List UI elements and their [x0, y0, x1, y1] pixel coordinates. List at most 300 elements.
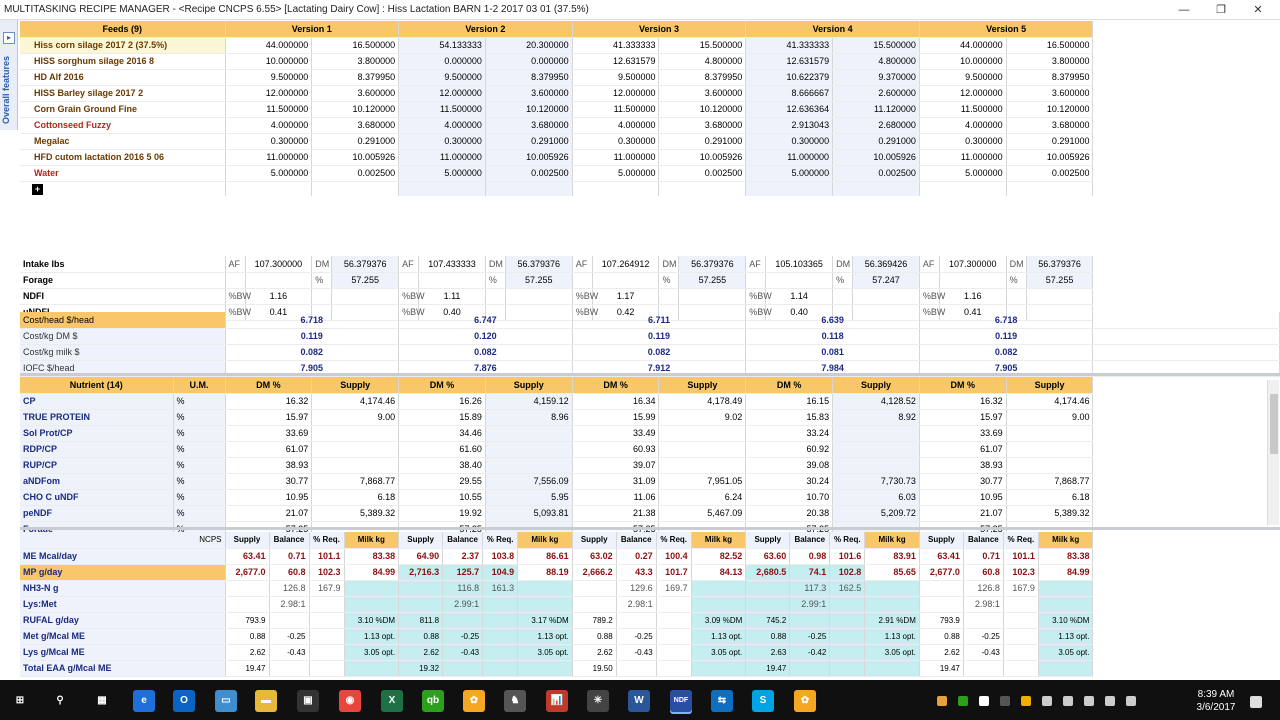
feed-value[interactable]: 0.002500 [312, 165, 399, 181]
chrome-icon[interactable]: ◉ [339, 690, 361, 712]
feed-value[interactable]: 12.000000 [225, 85, 312, 101]
ncps-row[interactable] [20, 580, 1093, 596]
feed-value[interactable]: 10.005926 [485, 149, 572, 165]
cost-label: Cost/head $/head [20, 312, 225, 328]
ncps-value: 793.9 [225, 612, 269, 628]
feed-value[interactable]: 5.000000 [399, 165, 486, 181]
tray-wifi-icon[interactable] [1084, 696, 1094, 706]
feed-value[interactable]: 3.680000 [1006, 117, 1093, 133]
feed-value[interactable]: 16.500000 [1006, 37, 1093, 53]
nutrient-name[interactable]: aNDFom [20, 473, 173, 489]
nutrient-name[interactable]: Sol Prot/CP [20, 425, 173, 441]
unit-tag: %BW [572, 288, 592, 304]
intake-value[interactable]: 0.41 [245, 304, 312, 320]
intake-value[interactable]: 56.379376 [679, 256, 746, 272]
intake-value[interactable]: 1.14 [766, 288, 833, 304]
nutrient-row[interactable] [20, 425, 1093, 441]
calculator-icon[interactable]: ▦ [91, 690, 113, 712]
feed-value[interactable]: 4.000000 [399, 117, 486, 133]
ncps-value [1003, 660, 1038, 676]
app-flower2-icon[interactable]: ✿ [794, 690, 816, 712]
intake-value[interactable]: 0.40 [419, 304, 486, 320]
feed-value[interactable]: 0.002500 [485, 165, 572, 181]
feed-value[interactable]: 11.500000 [572, 101, 659, 117]
feed-value[interactable]: 41.333333 [572, 37, 659, 53]
ncps-value: 3.09 %DM [691, 612, 746, 628]
feed-value[interactable]: 4.000000 [225, 117, 312, 133]
tray-monitor-icon[interactable] [1063, 696, 1073, 706]
overall-features-tab[interactable] [0, 20, 18, 130]
tray-folder-icon[interactable] [1021, 696, 1031, 706]
feed-row[interactable] [20, 37, 1093, 53]
ncps-col-header: Milk kg [691, 532, 746, 548]
excel-icon[interactable]: X [381, 690, 403, 712]
windows-icon[interactable]: ⊞ [9, 690, 31, 712]
intake-value[interactable]: 56.369426 [853, 256, 920, 272]
ncps-name[interactable]: Lys g/Mcal ME [20, 644, 225, 660]
ncps-value: 2.62 [225, 644, 269, 660]
dm-header: DM % [746, 377, 833, 393]
nutrient-supply: 4,174.46 [1006, 393, 1093, 409]
ncps-value [691, 596, 746, 612]
feed-value[interactable]: 4.000000 [919, 117, 1006, 133]
ncps-value [865, 580, 920, 596]
supply-header: Supply [1006, 377, 1093, 393]
feed-row[interactable] [20, 101, 1093, 117]
cost-value: 6.747 [399, 312, 573, 328]
pin-icon[interactable]: ▸ [3, 32, 15, 44]
ncps-name[interactable]: ME Mcal/day [20, 548, 225, 564]
feed-value[interactable]: 0.300000 [746, 133, 833, 149]
feed-value[interactable]: 10.000000 [919, 53, 1006, 69]
nutrient-row[interactable] [20, 457, 1093, 473]
intake-value[interactable]: 107.300000 [245, 256, 312, 272]
feed-value[interactable]: 3.680000 [312, 117, 399, 133]
intake-value[interactable]: 1.17 [592, 288, 659, 304]
close-button[interactable]: ✕ [1253, 4, 1263, 16]
feed-value[interactable]: 11.000000 [746, 149, 833, 165]
skype-icon[interactable]: S [752, 690, 774, 712]
overall-features-label: Overall features [1, 56, 11, 125]
feed-value[interactable]: 2.680000 [833, 117, 920, 133]
feed-value[interactable]: 3.800000 [312, 53, 399, 69]
feed-value[interactable]: 15.500000 [833, 37, 920, 53]
ncps-col-header: Balance [616, 532, 656, 548]
feed-value[interactable]: 0.000000 [399, 53, 486, 69]
feed-value[interactable]: 10.120000 [312, 101, 399, 117]
nutrient-row[interactable] [20, 393, 1093, 409]
nutrient-supply [312, 457, 399, 473]
feed-value[interactable]: 8.379950 [659, 69, 746, 85]
search-icon[interactable]: ⚲ [49, 690, 71, 712]
nutrient-dm: 10.95 [919, 489, 1006, 505]
ncps-row[interactable] [20, 564, 1093, 580]
ncps-value: 2,677.0 [919, 564, 963, 580]
intake-label: Forage [20, 272, 225, 288]
feed-value[interactable]: 0.002500 [833, 165, 920, 181]
feed-value[interactable]: 9.500000 [919, 69, 1006, 85]
feed-value[interactable]: 0.000000 [485, 53, 572, 69]
feed-value[interactable]: 10.622379 [746, 69, 833, 85]
feed-value[interactable]: 11.500000 [225, 101, 312, 117]
nutrient-name[interactable]: CHO C uNDF [20, 489, 173, 505]
feeds-header: Feeds (9) [20, 21, 225, 37]
feed-value[interactable]: 4.800000 [659, 53, 746, 69]
ncps-name[interactable]: MP g/day [20, 564, 225, 580]
intake-value[interactable]: 56.379376 [1026, 256, 1093, 272]
tray-shield-icon[interactable] [958, 696, 968, 706]
explorer-window-icon[interactable]: ▭ [215, 690, 237, 712]
ncps-value [344, 580, 399, 596]
feed-name[interactable]: Corn Grain Ground Fine [20, 101, 225, 117]
feed-value[interactable]: 15.500000 [659, 37, 746, 53]
feed-value[interactable]: 10.000000 [225, 53, 312, 69]
feed-row[interactable] [20, 133, 1093, 149]
intake-value[interactable]: 57.255 [505, 272, 572, 288]
add-feed-icon[interactable]: + [32, 184, 43, 195]
ncps-value [225, 596, 269, 612]
ncps-value: 2.99:1 [790, 596, 830, 612]
edge-icon[interactable]: e [133, 690, 155, 712]
feed-value[interactable]: 12.000000 [399, 85, 486, 101]
intake-value[interactable] [939, 272, 1006, 288]
intake-value[interactable] [679, 288, 746, 304]
scroll-thumb[interactable] [1270, 394, 1278, 454]
nutrient-dm: 15.97 [225, 409, 312, 425]
intake-value[interactable]: 107.300000 [939, 256, 1006, 272]
ncps-value [309, 660, 344, 676]
ncps-name[interactable]: NH3-N g [20, 580, 225, 596]
nutrient-scrollbar[interactable] [1267, 380, 1279, 525]
feed-value[interactable]: 3.600000 [485, 85, 572, 101]
minimize-button[interactable]: — [1178, 4, 1190, 16]
ncps-value [443, 660, 483, 676]
ncps-row[interactable] [20, 548, 1093, 564]
feed-value[interactable]: 44.000000 [225, 37, 312, 53]
feed-value[interactable]: 11.120000 [833, 101, 920, 117]
intake-value[interactable]: 57.255 [332, 272, 399, 288]
nutrient-supply: 4,178.49 [659, 393, 746, 409]
feed-value[interactable]: 5.000000 [746, 165, 833, 181]
ncps-row[interactable] [20, 660, 1093, 676]
dm-header: DM % [919, 377, 1006, 393]
feed-value[interactable]: 4.800000 [833, 53, 920, 69]
cost-value: 0.119 [572, 328, 746, 344]
feed-value[interactable]: 12.636364 [746, 101, 833, 117]
feed-value[interactable]: 3.680000 [485, 117, 572, 133]
app-ndf-icon[interactable]: NDF [670, 690, 692, 712]
feed-value[interactable]: 5.000000 [919, 165, 1006, 181]
ncps-col-header: Milk kg [518, 532, 573, 548]
intake-value[interactable]: 107.433333 [419, 256, 486, 272]
feed-value[interactable]: 10.005926 [312, 149, 399, 165]
tray-hidden-icon[interactable] [979, 696, 989, 706]
notification-icon[interactable] [1250, 696, 1262, 708]
ncps-value: -0.25 [790, 628, 830, 644]
app-spider-icon[interactable]: ✳ [587, 690, 609, 712]
ncps-value: 1.13 opt. [518, 628, 573, 644]
nutrient-row[interactable] [20, 409, 1093, 425]
nutrient-dm: 15.89 [399, 409, 486, 425]
feed-value[interactable]: 8.379950 [312, 69, 399, 85]
app-flower-icon[interactable]: ✿ [463, 690, 485, 712]
intake-value[interactable] [419, 272, 486, 288]
feed-value[interactable]: 3.800000 [1006, 53, 1093, 69]
feed-value[interactable]: 0.291000 [312, 133, 399, 149]
ncps-value [572, 596, 616, 612]
unit-tag [312, 288, 332, 304]
tray-volume-icon[interactable] [1105, 696, 1115, 706]
version-header: Version 5 [919, 21, 1093, 37]
ncps-value: 3.10 %DM [344, 612, 399, 628]
cost-value: 7.905 [225, 360, 399, 376]
feed-value[interactable]: 9.370000 [833, 69, 920, 85]
feed-name[interactable]: Cottonseed Fuzzy [20, 117, 225, 133]
feed-value[interactable]: 0.291000 [485, 133, 572, 149]
empty-cell [1093, 312, 1280, 328]
nutrient-row[interactable] [20, 473, 1093, 489]
feed-value[interactable]: 5.000000 [225, 165, 312, 181]
ncps-name[interactable]: RUFAL g/day [20, 612, 225, 628]
feed-value[interactable]: 9.500000 [225, 69, 312, 85]
nutrient-dm: 19.92 [399, 505, 486, 521]
store-icon[interactable]: ▣ [297, 690, 319, 712]
ncps-name[interactable]: Lys:Met [20, 596, 225, 612]
feed-value[interactable]: 10.120000 [659, 101, 746, 117]
feed-value[interactable]: 44.000000 [919, 37, 1006, 53]
feed-value[interactable]: 2.600000 [833, 85, 920, 101]
intake-value[interactable] [332, 288, 399, 304]
feed-value[interactable]: 11.500000 [919, 101, 1006, 117]
ncps-header: NCPS [20, 532, 225, 548]
feed-value[interactable]: 10.120000 [485, 101, 572, 117]
clock[interactable] [1192, 688, 1240, 714]
unit-tag: DM [485, 256, 505, 272]
ncps-row[interactable] [20, 644, 1093, 660]
ncps-row[interactable] [20, 612, 1093, 628]
ncps-value: 19.47 [746, 660, 790, 676]
ncps-col-header: Milk kg [1038, 532, 1093, 548]
feed-name[interactable]: HFD cutom lactation 2016 5 06 [20, 149, 225, 165]
ncps-value [865, 660, 920, 676]
feed-value[interactable]: 0.300000 [225, 133, 312, 149]
ncps-name[interactable]: Total EAA g/Mcal ME [20, 660, 225, 676]
nutrient-supply [833, 457, 920, 473]
feed-row[interactable] [20, 149, 1093, 165]
feed-value[interactable]: 10.120000 [1006, 101, 1093, 117]
feed-row[interactable] [20, 69, 1093, 85]
feed-name[interactable]: HISS sorghum silage 2016 8 [20, 53, 225, 69]
nutrient-name[interactable]: RUP/CP [20, 457, 173, 473]
ncps-value: 100.4 [656, 548, 691, 564]
intake-value[interactable] [592, 272, 659, 288]
teamviewer-icon[interactable]: ⇆ [711, 690, 733, 712]
feed-value[interactable]: 0.002500 [659, 165, 746, 181]
ncps-value [1003, 612, 1038, 628]
nutrient-name[interactable]: TRUE PROTEIN [20, 409, 173, 425]
feed-row[interactable] [20, 53, 1093, 69]
intake-value[interactable]: 1.16 [245, 288, 312, 304]
nutrient-supply: 9.02 [659, 409, 746, 425]
feed-value[interactable]: 12.000000 [919, 85, 1006, 101]
intake-value[interactable]: 107.264912 [592, 256, 659, 272]
tray-security-icon[interactable] [1000, 696, 1010, 706]
intake-value[interactable]: 57.247 [853, 272, 920, 288]
nutrient-supply [833, 441, 920, 457]
ncps-name[interactable]: Met g/Mcal ME [20, 628, 225, 644]
intake-value[interactable]: 0.41 [939, 304, 1006, 320]
feed-value[interactable]: 4.000000 [572, 117, 659, 133]
nutrient-supply: 4,159.12 [485, 393, 572, 409]
nutrient-supply: 4,128.52 [833, 393, 920, 409]
feed-value[interactable]: 0.291000 [659, 133, 746, 149]
ncps-value [790, 612, 830, 628]
app-horse-icon[interactable]: ♞ [504, 690, 526, 712]
ncps-value: 3.05 opt. [518, 644, 573, 660]
nutrient-dm: 15.97 [919, 409, 1006, 425]
intake-value[interactable] [766, 272, 833, 288]
app-chart-icon[interactable]: 📊 [546, 690, 568, 712]
nutrient-row[interactable] [20, 489, 1093, 505]
nutrient-dm: 31.09 [572, 473, 659, 489]
intake-value[interactable] [1026, 288, 1093, 304]
feed-row[interactable] [20, 117, 1093, 133]
ncps-row[interactable] [20, 596, 1093, 612]
nutrient-dm: 10.70 [746, 489, 833, 505]
title-bar [0, 0, 1280, 20]
ncps-col-header: % Req. [309, 532, 344, 548]
ncps-value [1003, 628, 1038, 644]
feed-name[interactable]: Hiss corn silage 2017 2 (37.5%) [20, 37, 225, 53]
feed-value[interactable]: 3.600000 [1006, 85, 1093, 101]
feed-name[interactable]: HISS Barley silage 2017 2 [20, 85, 225, 101]
feed-value[interactable]: 9.500000 [399, 69, 486, 85]
ncps-value: 2.37 [443, 548, 483, 564]
feed-value[interactable]: 0.291000 [833, 133, 920, 149]
feed-value[interactable]: 12.631579 [572, 53, 659, 69]
feed-value[interactable]: 0.300000 [919, 133, 1006, 149]
folder-icon[interactable]: ▬ [255, 690, 277, 712]
nutrient-row[interactable] [20, 505, 1093, 521]
intake-value[interactable]: 56.379376 [332, 256, 399, 272]
ncps-value: 2,666.2 [572, 564, 616, 580]
feed-value[interactable]: 11.000000 [225, 149, 312, 165]
nutrient-supply [1006, 441, 1093, 457]
feed-name[interactable]: HD Alf 2016 [20, 69, 225, 85]
feed-value[interactable]: 10.005926 [659, 149, 746, 165]
intake-value[interactable]: 0.42 [592, 304, 659, 320]
feed-value[interactable]: 0.300000 [399, 133, 486, 149]
nutrient-row[interactable] [20, 441, 1093, 457]
ncps-value: 60.8 [269, 564, 309, 580]
intake-value[interactable]: 57.255 [1026, 272, 1093, 288]
feed-value[interactable]: 9.500000 [572, 69, 659, 85]
feed-value[interactable]: 8.666667 [746, 85, 833, 101]
ncps-value: 162.5 [830, 580, 865, 596]
feed-value[interactable]: 12.000000 [572, 85, 659, 101]
intake-value[interactable]: 56.379376 [505, 256, 572, 272]
feed-value[interactable]: 10.005926 [1006, 149, 1093, 165]
nutrient-supply [1006, 457, 1093, 473]
ncps-row[interactable] [20, 628, 1093, 644]
intake-value[interactable] [505, 288, 572, 304]
feed-value[interactable]: 0.291000 [1006, 133, 1093, 149]
feed-name[interactable]: Water [20, 165, 225, 181]
unit-tag [485, 288, 505, 304]
nutrient-name[interactable]: peNDF [20, 505, 173, 521]
feed-row[interactable] [20, 165, 1093, 181]
nutrient-dm: 61.07 [919, 441, 1006, 457]
empty-cell [1006, 181, 1093, 197]
feed-value[interactable]: 2.913043 [746, 117, 833, 133]
tray-keyboard-icon[interactable] [1126, 696, 1136, 706]
supply-header: Supply [485, 377, 572, 393]
feed-value[interactable]: 11.000000 [399, 149, 486, 165]
intake-value[interactable]: 57.255 [679, 272, 746, 288]
feed-value[interactable]: 8.379950 [485, 69, 572, 85]
intake-value[interactable]: 0.40 [766, 304, 833, 320]
intake-value[interactable]: 1.16 [939, 288, 1006, 304]
nutrient-dm: 33.69 [919, 425, 1006, 441]
ncps-value [483, 660, 518, 676]
feed-name[interactable]: Megalac [20, 133, 225, 149]
feed-value[interactable]: 10.005926 [833, 149, 920, 165]
unit-tag: DM [659, 256, 679, 272]
feed-value[interactable]: 3.680000 [659, 117, 746, 133]
nutrient-supply [659, 425, 746, 441]
intake-value[interactable] [245, 272, 312, 288]
feed-value[interactable]: 8.379950 [1006, 69, 1093, 85]
unit-tag: DM [833, 256, 853, 272]
splitter[interactable] [20, 373, 1280, 376]
tray-network-icon[interactable] [1042, 696, 1052, 706]
intake-value[interactable] [853, 288, 920, 304]
intake-value[interactable]: 105.103365 [766, 256, 833, 272]
ncps-value [518, 580, 573, 596]
feed-value[interactable]: 11.000000 [919, 149, 1006, 165]
ncps-value: 102.8 [830, 564, 865, 580]
nutrient-name[interactable]: RDP/CP [20, 441, 173, 457]
nutrient-name[interactable]: CP [20, 393, 173, 409]
outlook-icon[interactable]: O [173, 690, 195, 712]
word-icon[interactable]: W [628, 690, 650, 712]
intake-value[interactable]: 1.11 [419, 288, 486, 304]
ncps-value: 811.8 [399, 612, 443, 628]
ncps-value: 129.6 [616, 580, 656, 596]
feed-value[interactable]: 0.300000 [572, 133, 659, 149]
feed-value[interactable]: 3.600000 [312, 85, 399, 101]
ncps-value: 102.3 [1003, 564, 1038, 580]
version-header: Version 1 [225, 21, 399, 37]
feed-value[interactable]: 16.500000 [312, 37, 399, 53]
feed-value[interactable]: 0.002500 [1006, 165, 1093, 181]
feed-value[interactable]: 11.000000 [572, 149, 659, 165]
feed-value[interactable]: 12.631579 [746, 53, 833, 69]
ncps-value: 85.65 [865, 564, 920, 580]
quickbooks-icon[interactable]: qb [422, 690, 444, 712]
feed-value[interactable]: 5.000000 [572, 165, 659, 181]
feed-value[interactable]: 54.133333 [399, 37, 486, 53]
splitter-2[interactable] [20, 527, 1280, 530]
maximize-button[interactable]: ❐ [1216, 4, 1226, 16]
feed-value[interactable]: 41.333333 [746, 37, 833, 53]
feed-value[interactable]: 20.300000 [485, 37, 572, 53]
feed-row[interactable] [20, 85, 1093, 101]
feed-value[interactable]: 3.600000 [659, 85, 746, 101]
tray-app-icon[interactable] [937, 696, 947, 706]
nutrient-supply [312, 441, 399, 457]
feed-value[interactable]: 11.500000 [399, 101, 486, 117]
